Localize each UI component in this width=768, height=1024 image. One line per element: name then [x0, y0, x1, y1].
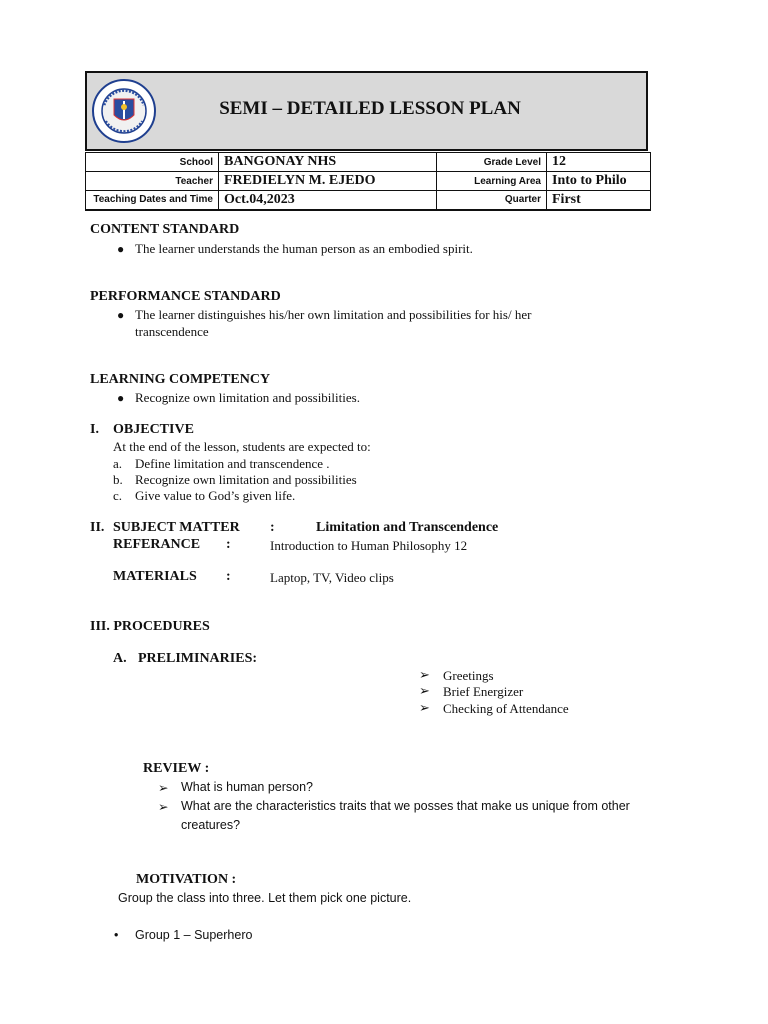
bullet-icon: ●	[117, 308, 125, 322]
arrow-bullet-icon: ➢	[158, 781, 169, 795]
objective-item: Define limitation and transcendence .	[135, 456, 330, 471]
subject-matter-numeral: II.	[90, 520, 105, 535]
review-heading: REVIEW :	[143, 761, 210, 776]
bullet-icon: •	[114, 928, 119, 942]
objective-marker: a.	[113, 456, 123, 471]
school-label: School	[86, 153, 219, 172]
learning-competency-text: Recognize own limitation and possibilities.	[135, 390, 360, 405]
objective-item: Recognize own limitation and possibilities	[135, 472, 357, 487]
quarter-label: Quarter	[437, 191, 547, 210]
reference-label: REFERANCE	[113, 537, 201, 552]
teaching-dates-value: Oct.04,2023	[219, 191, 437, 210]
review-item: What are the characteristics traits that we posses that make us unique from other	[181, 799, 630, 813]
performance-standard-text-line2: transcendence	[135, 324, 209, 339]
preliminaries-heading: PRELIMINARIES:	[138, 651, 258, 666]
preliminaries-item: Checking of Attendance	[443, 701, 569, 716]
arrow-bullet-icon: ➢	[158, 800, 169, 814]
bullet-icon: ●	[117, 242, 125, 256]
deped-seal-icon	[92, 79, 156, 143]
table-row	[86, 153, 651, 172]
content-standard-heading: CONTENT STANDARD	[90, 222, 240, 237]
motivation-text: Group the class into three. Let them pick one picture.	[118, 891, 412, 905]
review-item-continuation: creatures?	[181, 818, 241, 832]
arrow-bullet-icon: ➢	[419, 683, 430, 698]
page-title: SEMI – DETAILED LESSON PLAN	[219, 98, 521, 119]
objective-marker: b.	[113, 472, 123, 487]
bullet-icon: ●	[117, 391, 125, 405]
table-row	[86, 172, 651, 191]
preliminaries-item: Brief Energizer	[443, 684, 524, 699]
procedures-heading: III. PROCEDURES	[90, 619, 210, 634]
objective-heading: OBJECTIVE	[113, 422, 194, 437]
quarter-value: First	[547, 191, 651, 210]
teacher-value: FREDIELYN M. EJEDO	[219, 172, 437, 191]
grade-level-label: Grade Level	[437, 153, 547, 172]
subject-matter-colon: :	[270, 520, 275, 535]
reference-value: Introduction to Human Philosophy 12	[270, 538, 468, 553]
preliminaries-item: Greetings	[443, 668, 494, 683]
lesson-info-table	[85, 152, 651, 211]
objective-intro: At the end of the lesson, students are expected to:	[113, 439, 371, 454]
grade-level-value: 12	[547, 153, 651, 172]
content-standard-text: The learner understands the human person as an embodied spirit.	[135, 241, 473, 256]
review-item: What is human person?	[181, 780, 314, 794]
motivation-heading: MOTIVATION :	[136, 872, 237, 887]
arrow-bullet-icon: ➢	[419, 667, 430, 682]
subject-matter-heading: SUBJECT MATTER	[113, 520, 240, 535]
learning-area-label: Learning Area	[437, 172, 547, 191]
objective-numeral: I.	[90, 422, 99, 437]
learning-area-value: Into to Philo	[547, 172, 651, 191]
group-item: Group 1 – Superhero	[135, 928, 253, 942]
teaching-dates-label: Teaching Dates and Time	[86, 191, 219, 210]
table-row	[86, 191, 651, 210]
materials-value: Laptop, TV, Video clips	[270, 570, 394, 585]
school-value: BANGONAY NHS	[219, 153, 437, 172]
performance-standard-heading: PERFORMANCE STANDARD	[90, 289, 281, 304]
performance-standard-text-line1: The learner distinguishes his/her own limitation and possibilities for his/ her	[135, 307, 532, 322]
objective-item: Give value to God’s given life.	[135, 488, 296, 503]
materials-colon: :	[226, 569, 231, 584]
learning-competency-heading: LEARNING COMPETENCY	[90, 372, 271, 387]
objective-marker: c.	[113, 488, 123, 503]
reference-colon: :	[226, 537, 231, 552]
arrow-bullet-icon: ➢	[419, 700, 430, 715]
subject-matter-value: Limitation and Transcendence	[316, 520, 499, 535]
materials-label: MATERIALS	[113, 569, 197, 584]
preliminaries-marker: A.	[113, 651, 127, 666]
teacher-label: Teacher	[86, 172, 219, 191]
